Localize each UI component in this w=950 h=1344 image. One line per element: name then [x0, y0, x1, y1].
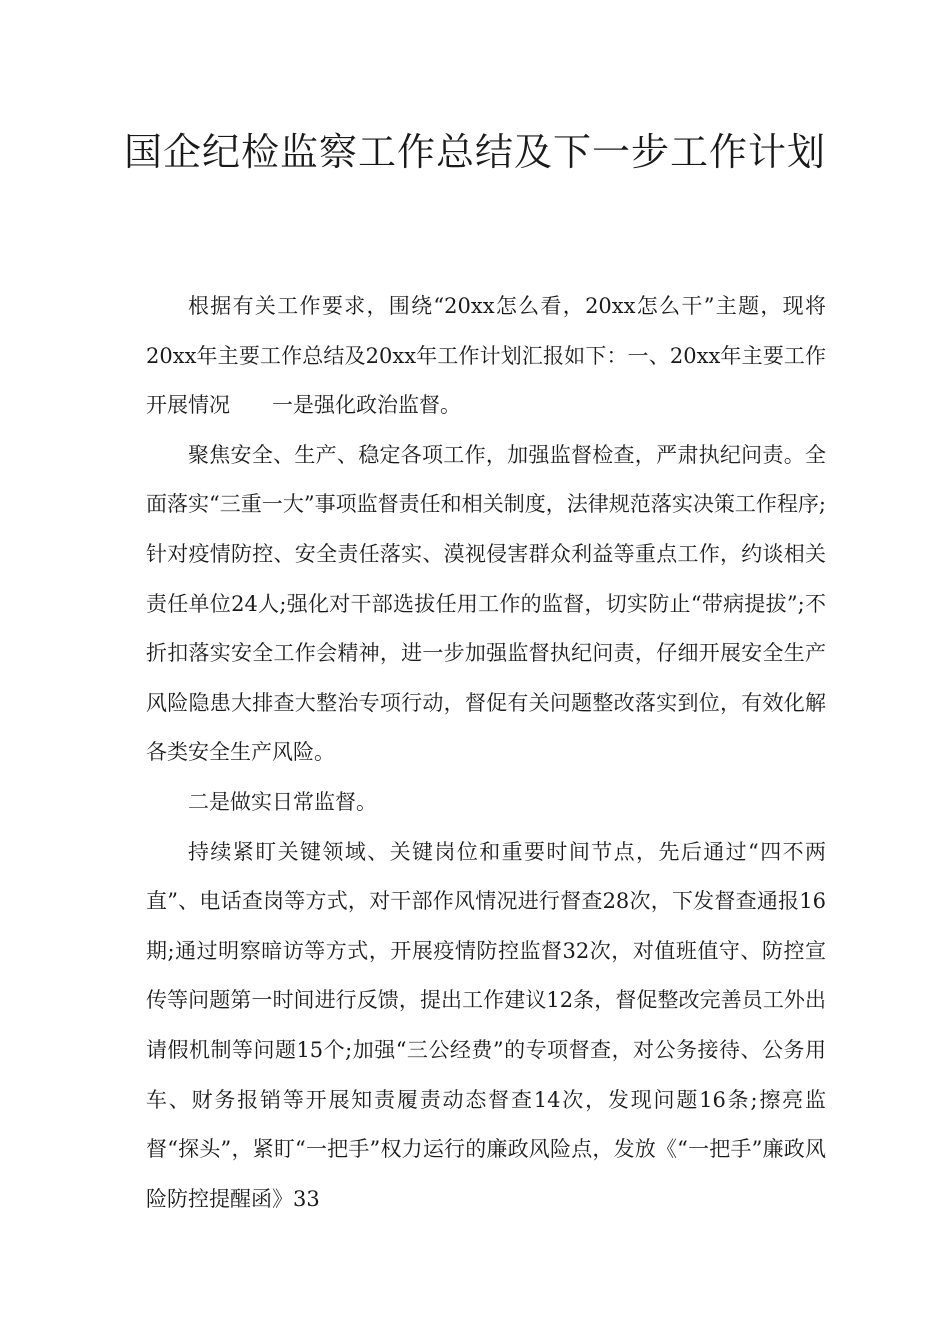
paragraph-daily-supervision-heading: 二是做实日常监督。: [188, 789, 377, 814]
paragraph-daily-supervision: 持续紧盯关键领域、关键岗位和重要时间节点，先后通过“四不两直”、电话查岗等方式，对干部作风情况进行督查28次，下发督查通报16期;通过明察暗访等方式，开展疫情防控监督32次，对值班值守、防控宣传等问题第一时间进行反馈，提出工作建议12条，督促整改完善员工外出请假机制等问题15个;加强“三公经费”的专项督查，对公务接待、公务用车、财务报销等开展知责履责动态督查14次，发现问题16条;擦亮监督“探头”，紧盯“一把手”权力运行的廉政风险点，发放《“一把手”廉政风险防控提醒函》33: [146, 839, 826, 1211]
paragraph-intro: 根据有关工作要求，围绕“20xx怎么看，20xx怎么干”主题，现将20xx年主要工作总结及20xx年工作计划汇报如下：一、20xx年主要工作开展情况 一是强化政治监督。: [146, 294, 826, 418]
document-body: [146, 282, 826, 1224]
document-title: 国企纪检监察工作总结及下一步工作计划: [123, 130, 826, 174]
paragraph-political-supervision: 聚焦安全、生产、稳定各项工作，加强监督检查，严肃执纪问责。全面落实“三重一大”事项监督责任和相关制度，法律规范落实决策工作程序;针对疫情防控、安全责任落实、漠视侵害群众利益等重点工作，约谈相关责任单位24人;强化对干部选拔任用工作的监督，切实防止“带病提拔”;不折扣落实安全工作会精神，进一步加强监督执纪问责，仔细开展安全生产风险隐患大排查大整治专项行动，督促有关问题整改落实到位，有效化解各类安全生产风险。: [146, 442, 826, 765]
